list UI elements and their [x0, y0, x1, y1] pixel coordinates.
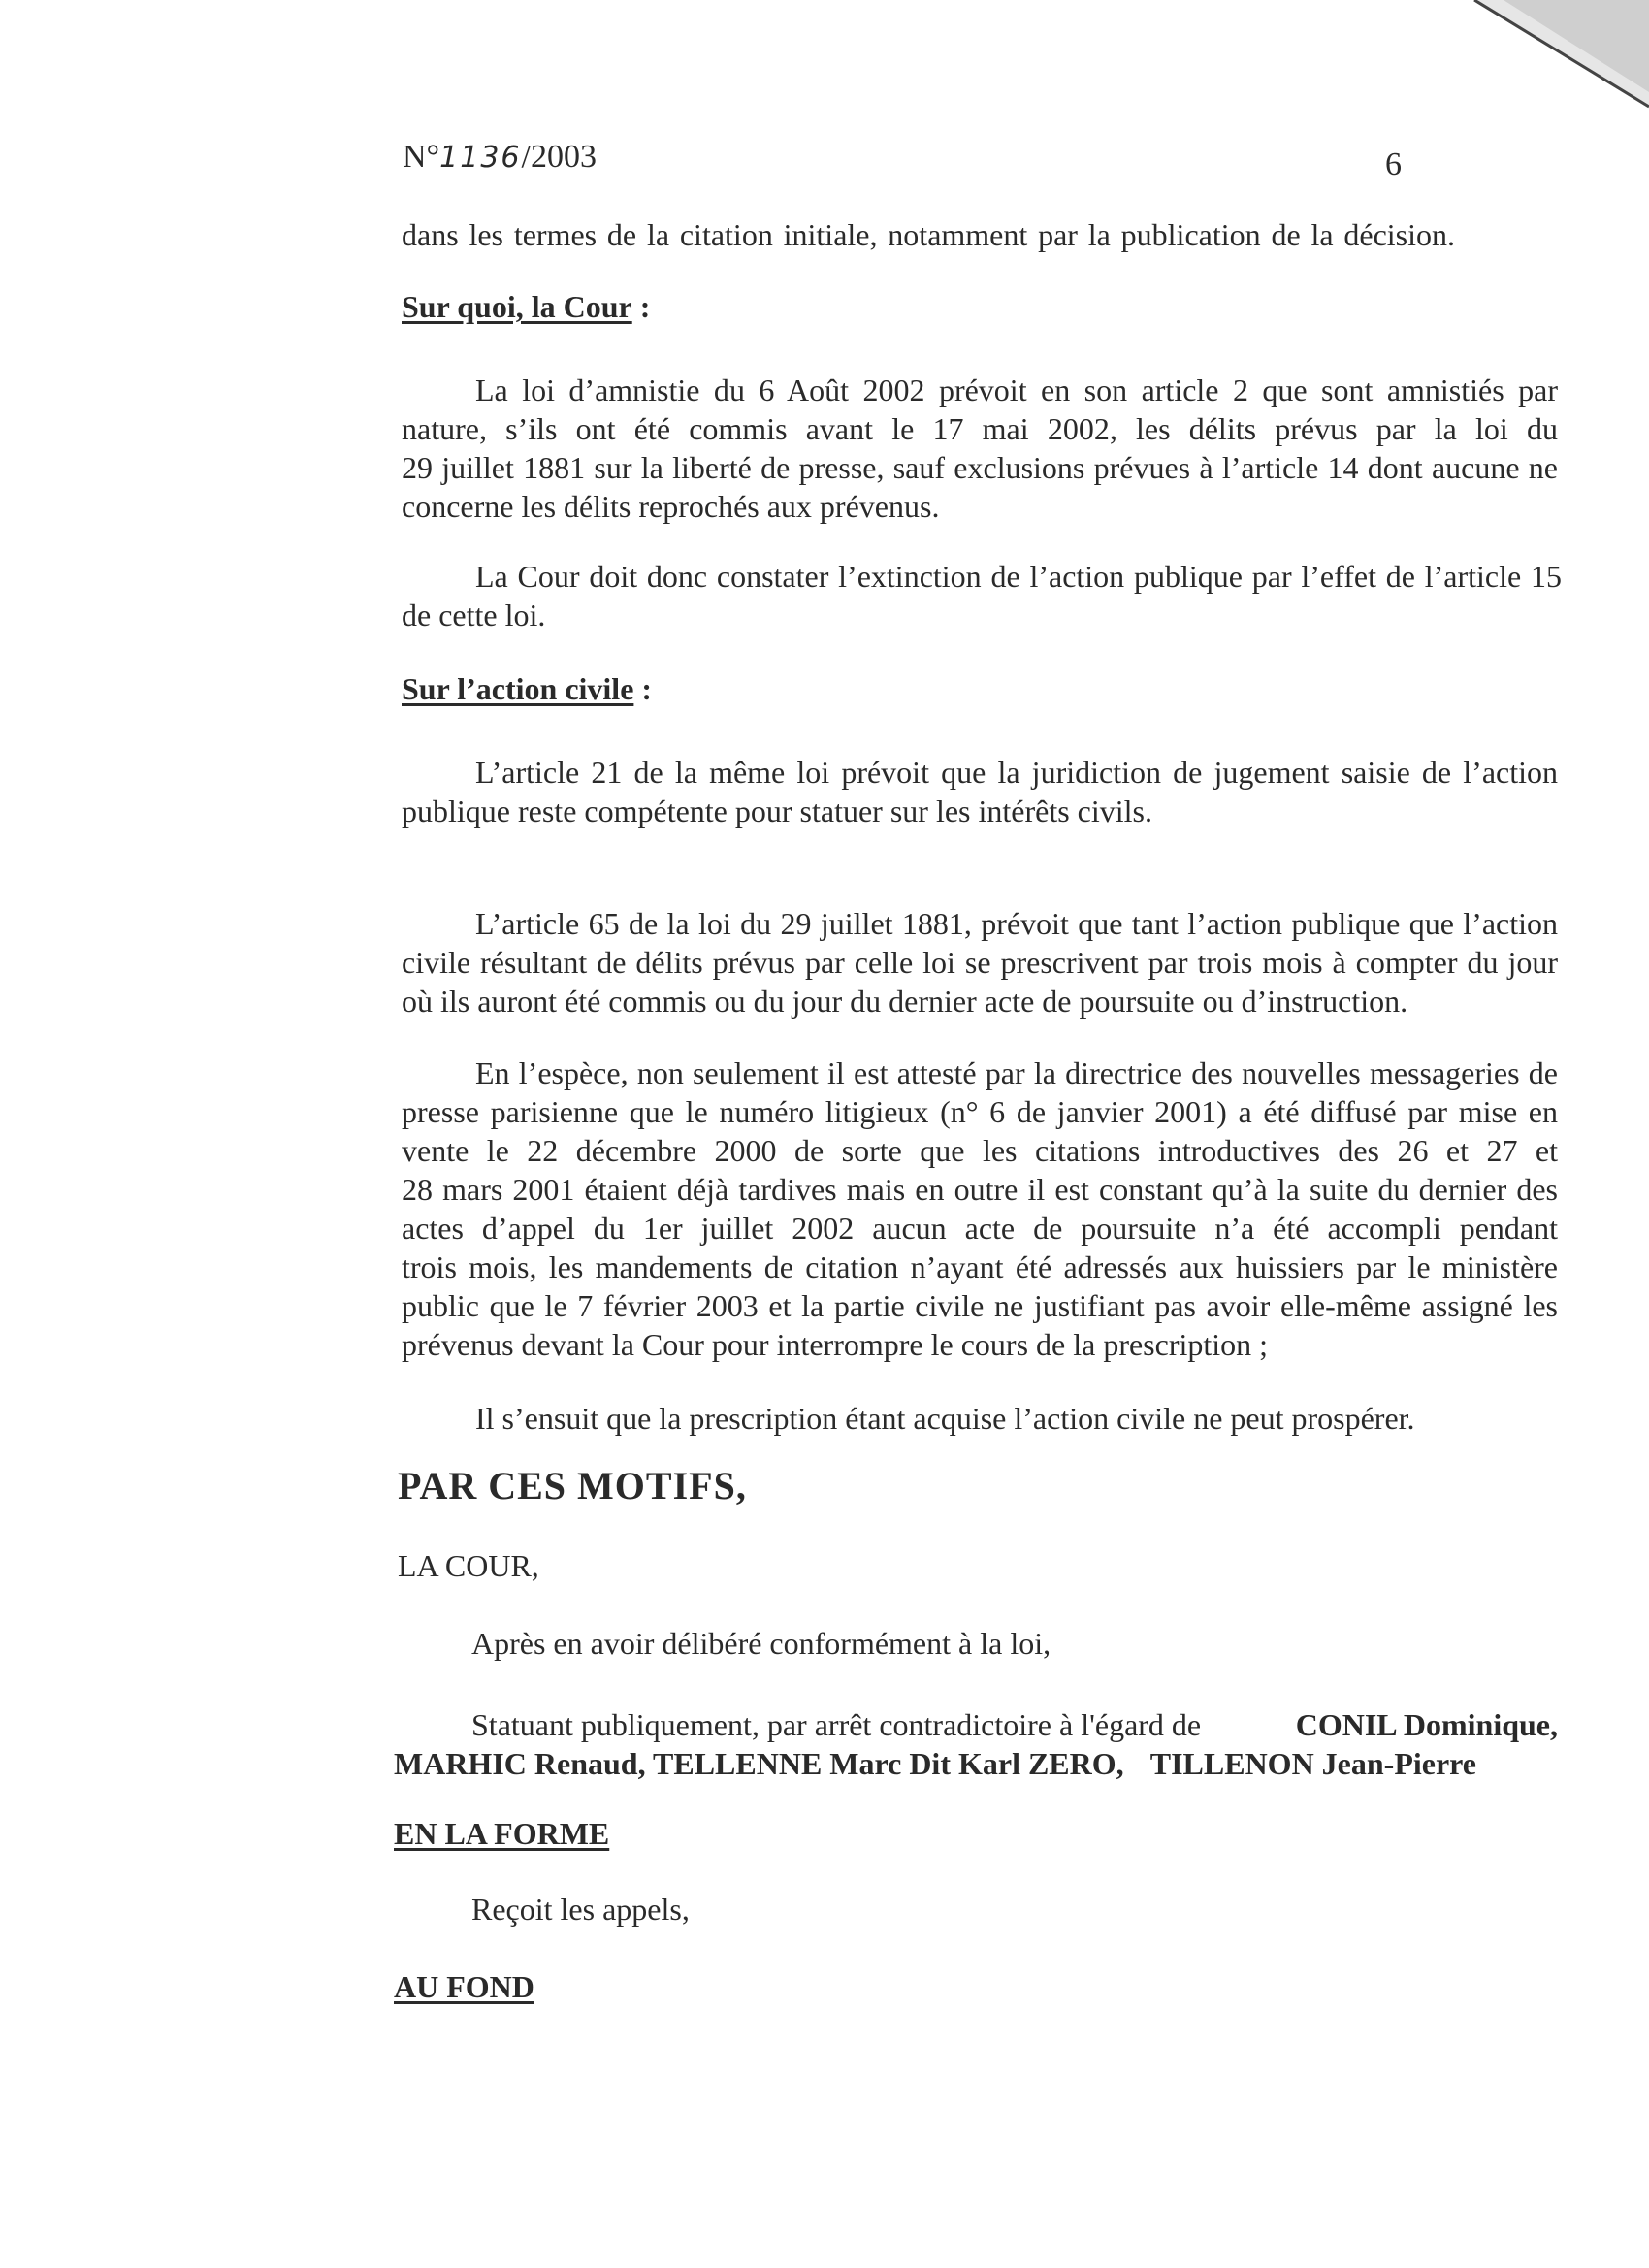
par-ces-motifs-heading: PAR CES MOTIFS,	[398, 1464, 747, 1507]
au-fond-heading: AU FOND	[394, 1969, 534, 2004]
page-number: 6	[1385, 146, 1402, 182]
la-cour-label: LA COUR,	[398, 1548, 539, 1583]
text-line: publique reste compétente pour statuer sur les intérêts civils.	[402, 794, 1152, 828]
text-line: La loi d’amnistie du 6 Août 2002 prévoit en son article 2 que sont amnistiés par	[475, 373, 1558, 407]
text-line: nature, s’ils ont été commis avant le 17 mai 2002, les délits prévus par la loi du	[402, 411, 1558, 446]
parties-line-2: MARHIC Renaud, TELLENNE Marc Dit Karl ZERO, TILLENON Jean-Pierre	[394, 1746, 1476, 1781]
text-line: vente le 22 décembre 2000 de sorte que les citations introductives des 26 et 27 et	[402, 1133, 1558, 1168]
text-line: Reçoit les appels,	[471, 1892, 690, 1927]
text-line: où ils auront été commis ou du jour du dernier acte de poursuite ou d’instruction.	[402, 984, 1408, 1019]
text-line: presse parisienne que le numéro litigieux (n° 6 de janvier 2001) a été diffusé par mise en	[402, 1094, 1558, 1129]
text-line: L’article 21 de la même loi prévoit que la juridiction de jugement saisie de l’action	[475, 755, 1558, 790]
text-line: civile résultant de délits prévus par celle loi se prescrivent par trois mois à compter du jour	[402, 945, 1558, 980]
text-line: La Cour doit donc constater l’extinction de l’action publique par l’effet de l’article 15	[475, 559, 1562, 594]
text-line: de cette loi.	[402, 598, 546, 632]
text-line: L’article 65 de la loi du 29 juillet 1881, prévoit que tant l’action publique que l’action	[475, 906, 1558, 941]
text-line: En l’espèce, non seulement il est attesté par la directrice des nouvelles messageries de	[475, 1055, 1558, 1090]
case-reference: N°1136/2003	[403, 139, 597, 175]
handwritten-case-number: 1136	[439, 141, 522, 175]
text-line: concerne les délits reprochés aux prévenus.	[402, 489, 940, 524]
folded-corner-shadow	[1358, 0, 1649, 126]
text-line: Il s’ensuit que la prescription étant acquise l’action civile ne peut prospérer.	[475, 1401, 1415, 1436]
text-line: dans les termes de la citation initiale, notamment par la publication de la décision.	[402, 217, 1455, 252]
text-line: 29 juillet 1881 sur la liberté de presse, sauf exclusions prévues à l’article 14 dont aucune ne	[402, 450, 1558, 485]
section-heading-sur-quoi: Sur quoi, la Cour :	[402, 289, 651, 324]
en-la-forme-heading: EN LA FORME	[394, 1816, 610, 1851]
text-line: 28 mars 2001 étaient déjà tardives mais en outre il est constant qu’à la suite du dernier des	[402, 1172, 1558, 1207]
text-line: public que le 7 février 2003 et la partie civile ne justifiant pas avoir elle-même assigné les	[402, 1288, 1558, 1323]
text-line: trois mois, les mandements de citation n’ayant été adressés aux huissiers par le ministère	[402, 1249, 1558, 1284]
section-heading-action-civile: Sur l’action civile :	[402, 671, 653, 706]
text-line: prévenus devant la Cour pour interrompre le cours de la prescription ;	[402, 1327, 1269, 1362]
text-line: actes d’appel du 1er juillet 2002 aucun acte de poursuite n’a été accompli pendant	[402, 1211, 1558, 1246]
parties-line-1: Statuant publiquement, par arrêt contradictoire à l'égard de CONIL Dominique,	[471, 1707, 1558, 1742]
text-line: Après en avoir délibéré conformément à la loi,	[471, 1626, 1051, 1661]
